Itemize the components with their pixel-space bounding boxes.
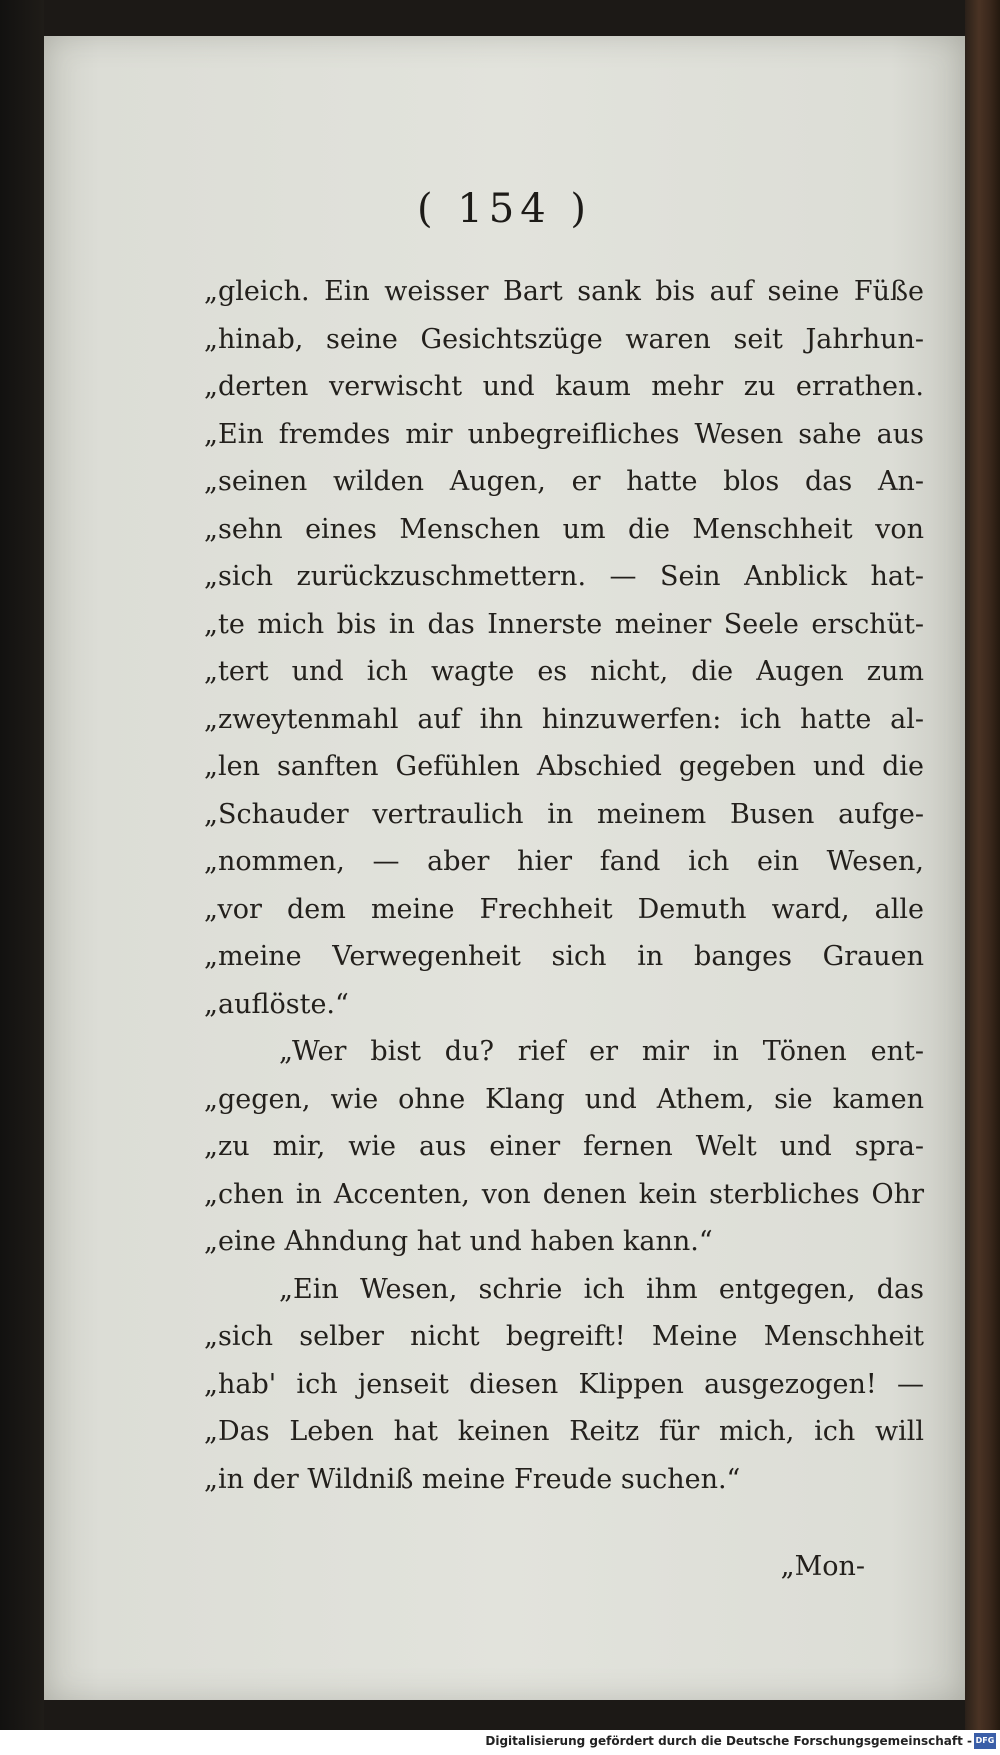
text-line: „eine Ahndung hat und haben kann.“ <box>204 1226 713 1257</box>
body-text <box>204 268 924 1503</box>
book-page-edges <box>965 0 1000 1730</box>
text-line: „tert und ich wagte es nicht, die Augen zum <box>204 656 924 687</box>
text-line: „meine Verwegenheit sich in banges Grauen <box>204 941 924 972</box>
digitization-footer <box>0 1730 1000 1755</box>
text-line: „hinab, seine Gesichtszüge waren seit Jahrhun- <box>204 323 924 355</box>
text-line: „len sanften Gefühlen Abschied gegeben und die <box>204 751 924 782</box>
funding-credit: Digitalisierung gefördert durch die Deutsche Forschungsgemeinschaft - <box>485 1734 972 1748</box>
text-line: „zweytenmahl auf ihn hinzuwerfen: ich hatte al- <box>204 703 924 735</box>
text-line: „in der Wildniß meine Freude suchen.“ <box>204 1463 741 1495</box>
page-number: ( 154 ) <box>417 186 592 232</box>
text-line: „seinen wilden Augen, er hatte blos das An- <box>204 466 924 497</box>
text-line: „Schauder vertraulich in meinem Busen aufge- <box>204 798 924 830</box>
text-line: „sehn eines Menschen um die Menschheit von <box>204 513 924 545</box>
text-line: „vor dem meine Frechheit Demuth ward, alle <box>204 893 924 925</box>
book-binding-edge <box>0 0 44 1730</box>
text-line: „gegen, wie ohne Klang und Athem, sie kamen <box>204 1083 924 1115</box>
text-line: „Ein Wesen, schrie ich ihm entgegen, das <box>279 1273 924 1305</box>
text-line: „chen in Accenten, von denen kein sterbliches Ohr <box>204 1178 924 1210</box>
text-line: „sich zurückzuschmettern. — Sein Anblick hat- <box>204 561 924 592</box>
text-line: „auflöste.“ <box>204 988 349 1020</box>
text-line: „derten verwischt und kaum mehr zu errathen. <box>204 371 924 402</box>
text-line: „te mich bis in das Innerste meiner Seele erschüt- <box>204 608 924 640</box>
catchword: „Mon- <box>780 1551 865 1582</box>
text-line: „Wer bist du? rief er mir in Tönen ent- <box>279 1036 924 1067</box>
book-page <box>44 36 965 1700</box>
text-line: „Das Leben hat keinen Reitz für mich, ich will <box>204 1416 924 1447</box>
text-line: „zu mir, wie aus einer fernen Welt und spra- <box>204 1131 924 1162</box>
dfg-logo: DFG <box>974 1733 996 1749</box>
text-line: „hab' ich jenseit diesen Klippen ausgezogen! — <box>204 1368 924 1400</box>
text-line: „sich selber nicht begreift! Meine Menschheit <box>204 1321 924 1352</box>
text-line: „Ein fremdes mir unbegreifliches Wesen sahe aus <box>204 418 924 450</box>
text-line: „gleich. Ein weisser Bart sank bis auf seine Füße <box>204 276 924 307</box>
text-line: „nommen, — aber hier fand ich ein Wesen, <box>204 846 924 877</box>
